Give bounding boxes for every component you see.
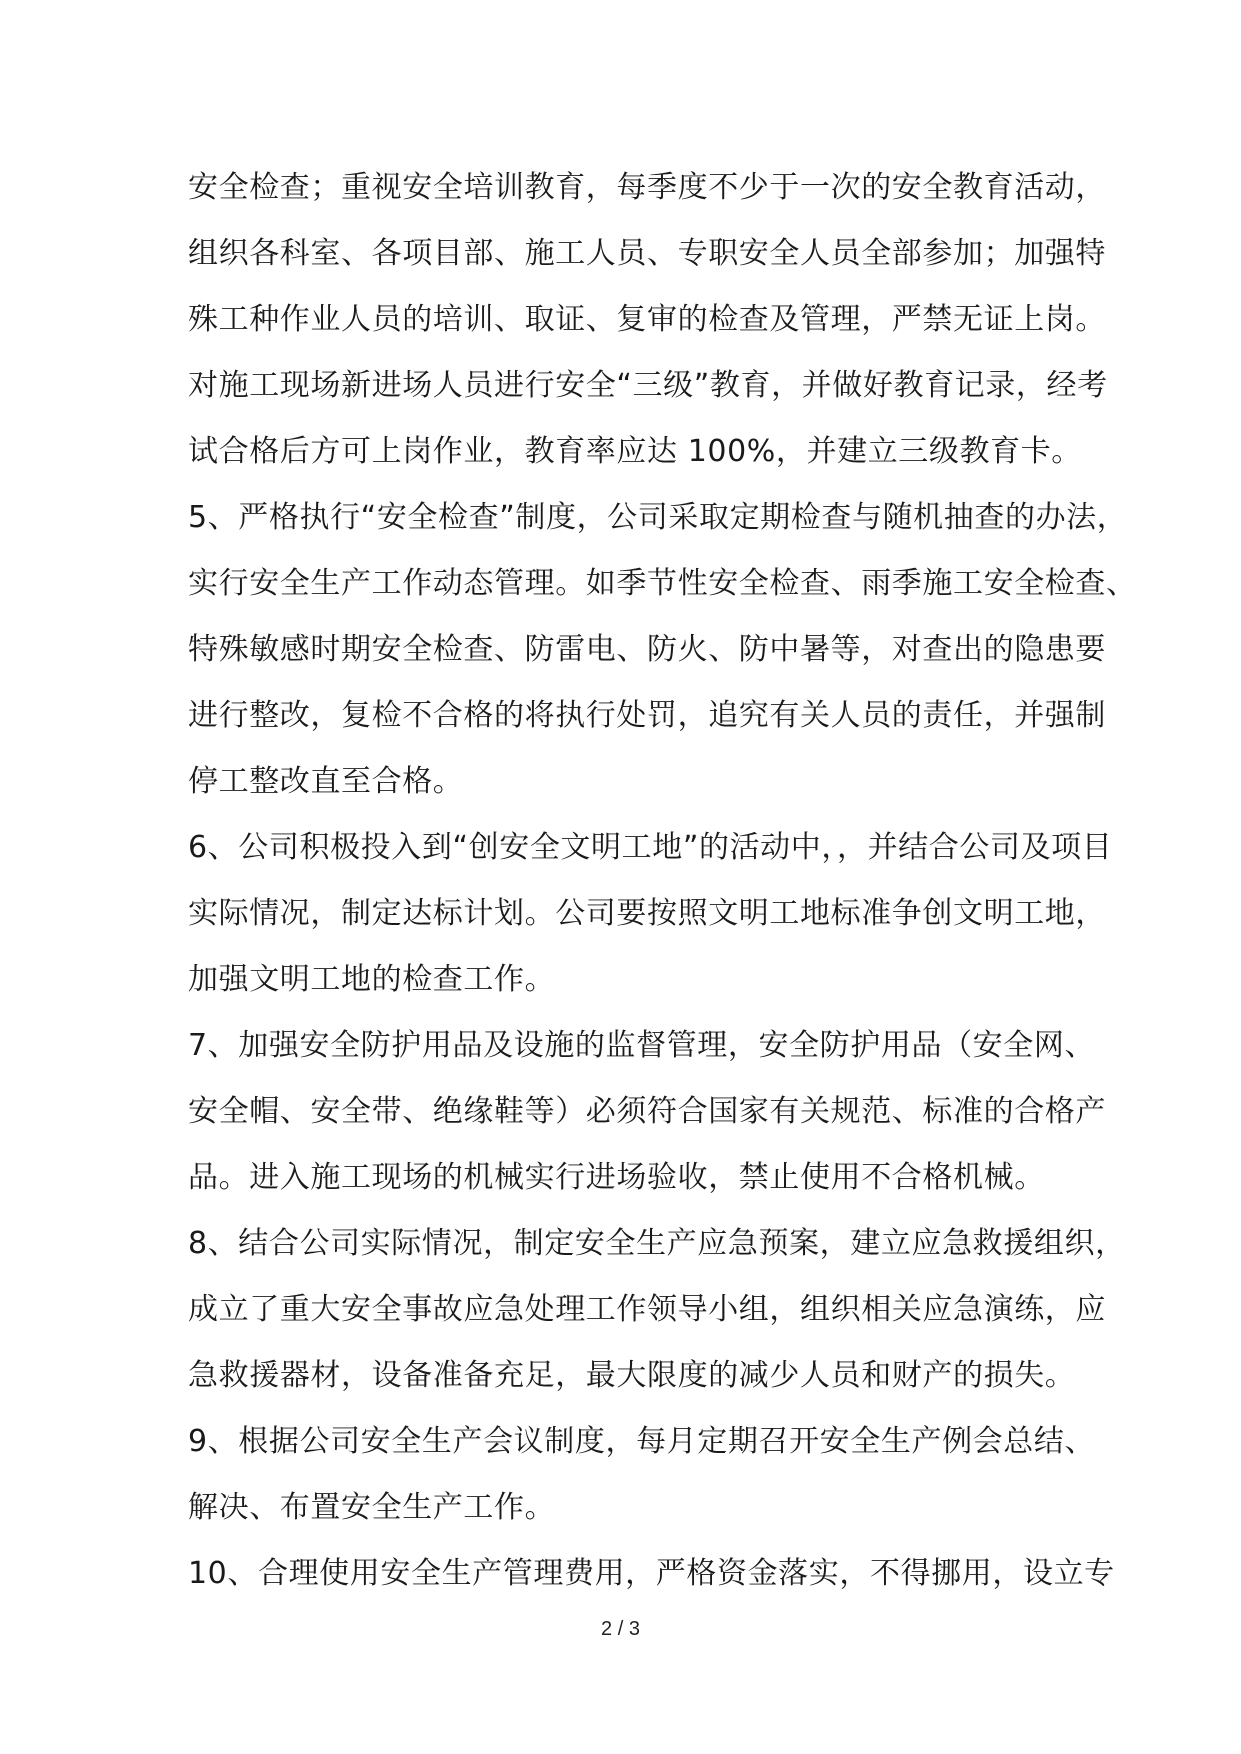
text-line: 安全检查；重视安全培训教育，每季度不少于一次的安全教育活动， (188, 170, 1106, 205)
text-line: 品。进入施工现场的机械实行进场验收，禁止使用不合格机械。 (188, 1160, 1045, 1195)
text-line: 10、合理使用安全生产管理费用，严格资金落实，不得挪用，设立专 (188, 1556, 1115, 1591)
text-line: 加强文明工地的检查工作。 (188, 962, 556, 997)
text-line: 7、加强安全防护用品及设施的监督管理，安全防护用品（安全网、 (188, 1028, 1096, 1063)
text-line: 成立了重大安全事故应急处理工作领导小组，组织相关应急演练，应 (188, 1292, 1106, 1327)
text-line: 急救援器材，设备准备充足，最大限度的减少人员和财产的损失。 (188, 1358, 1076, 1393)
text-line: 对施工现场新进场人员进行安全“三级”教育，并做好教育记录，经考 (188, 368, 1108, 403)
text-line: 6、公司积极投入到“创安全文明工地”的活动中，，并结合公司及项目 (188, 830, 1113, 865)
text-line: 进行整改，复检不合格的将执行处罚，追究有关人员的责任，并强制 (188, 698, 1106, 733)
document-body (188, 155, 1137, 1607)
text-line: 试合格后方可上岗作业，教育率应达 100%，并建立三级教育卡。 (188, 434, 1082, 469)
text-line: 安全帽、安全带、绝缘鞋等）必须符合国家有关规范、标准的合格产 (188, 1094, 1106, 1129)
text-line: 实际情况，制定达标计划。公司要按照文明工地标准争创文明工地， (188, 896, 1106, 931)
text-line: 特殊敏感时期安全检查、防雷电、防火、防中暑等，对查出的隐患要 (188, 632, 1106, 667)
text-line: 9、根据公司安全生产会议制度，每月定期召开安全生产例会总结、 (188, 1424, 1096, 1459)
text-line: 5、严格执行“安全检查”制度，公司采取定期检查与随机抽查的办法， (188, 500, 1128, 535)
text-line: 8、结合公司实际情况，制定安全生产应急预案，建立应急救援组织， (188, 1226, 1126, 1261)
page-number: 2 / 3 (601, 1618, 640, 1640)
text-line: 实行安全生产工作动态管理。如季节性安全检查、雨季施工安全检查、 (188, 566, 1137, 601)
text-line: 停工整改直至合格。 (188, 764, 464, 799)
text-line: 解决、布置安全生产工作。 (188, 1490, 556, 1525)
text-line: 组织各科室、各项目部、施工人员、专职安全人员全部参加；加强特 (188, 236, 1106, 271)
text-line: 殊工种作业人员的培训、取证、复审的检查及管理，严禁无证上岗。 (188, 302, 1106, 337)
